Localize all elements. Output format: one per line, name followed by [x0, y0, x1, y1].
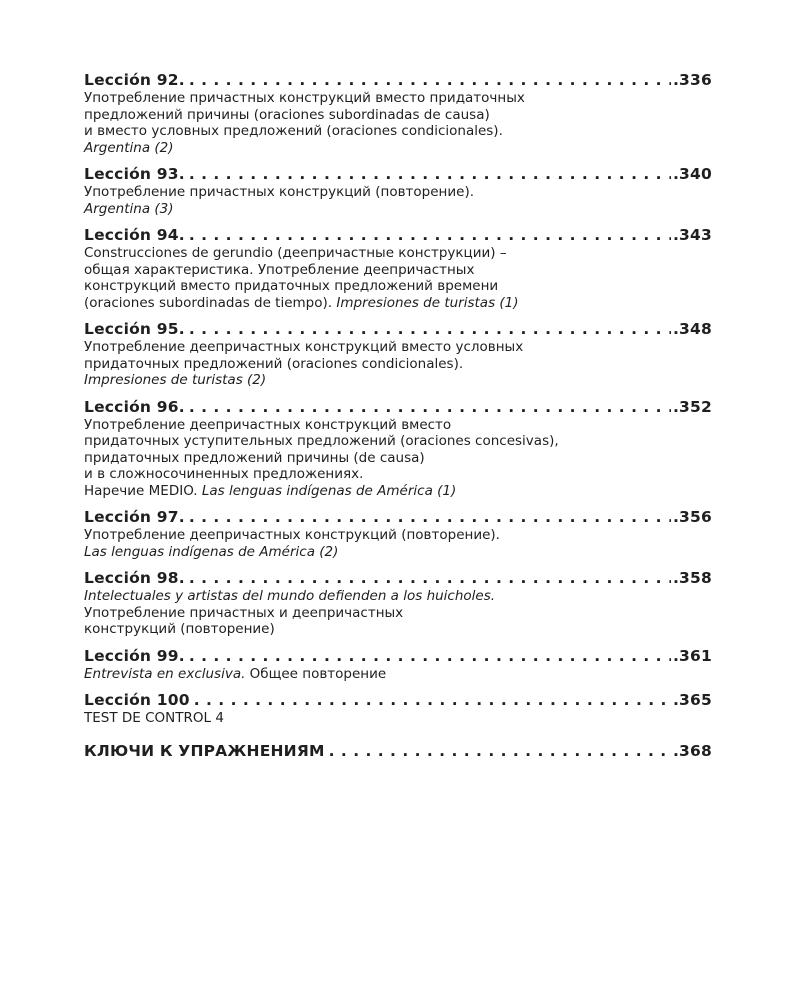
- reading-title: Las lenguas indígenas de América (2): [84, 543, 339, 560]
- lesson-title: Lección 94.: [84, 226, 185, 244]
- description-line: [84, 483, 712, 500]
- lesson-title: Lección 95.: [84, 320, 185, 338]
- lesson-description: [84, 527, 712, 560]
- reading-title: Argentina (2): [84, 139, 174, 156]
- toc-heading: [84, 568, 712, 588]
- description-line: придаточных предложений причины (de causa): [84, 449, 425, 466]
- toc-heading: [84, 646, 712, 666]
- lesson-title: Lección 98.: [84, 569, 185, 587]
- description-line: предложений причины (oraciones subordinadas de causa): [84, 106, 490, 123]
- dot-leader: [189, 319, 671, 339]
- description-text: Наречие MEDIO.: [84, 482, 202, 499]
- reading-title: Impresiones de turistas (2): [84, 372, 267, 388]
- toc-heading: [84, 690, 712, 710]
- page-number: .343: [672, 226, 712, 244]
- description-line: и вместо условных предложений (oraciones condicionales).: [84, 123, 503, 139]
- page-number: .340: [672, 165, 712, 183]
- dot-leader: [189, 568, 671, 588]
- description-line: TEST DE CONTROL 4: [84, 710, 224, 726]
- dot-leader: [194, 690, 671, 710]
- toc-heading: [84, 70, 712, 90]
- description-line: Construcciones de gerundio (деепричастные конструкции) –: [84, 245, 507, 261]
- description-line: Употребление причастных конструкций вместо придаточных: [84, 90, 525, 106]
- description-line: придаточных предложений (oraciones condicionales).: [84, 355, 464, 372]
- toc-heading: [84, 741, 712, 761]
- description-line: конструкций (повторение): [84, 621, 275, 637]
- page-number: .361: [672, 646, 712, 665]
- lesson-description: [84, 245, 712, 311]
- page-number: .365: [672, 691, 712, 709]
- reading-title: Impresiones de turistas (1): [336, 294, 519, 311]
- toc-heading: [84, 507, 712, 527]
- reading-title: Entrevista en exclusiva.: [84, 665, 246, 682]
- dot-leader: [189, 225, 671, 245]
- description-line: Употребление причастных конструкций (повторение).: [84, 184, 475, 200]
- toc-entry-lesson-92: [84, 70, 712, 156]
- reading-title: Las lenguas indígenas de América (1): [201, 482, 457, 499]
- toc-entry-lesson-97: [84, 507, 712, 560]
- description-line: и в сложносочиненных предложениях.: [84, 466, 364, 482]
- lesson-title: Lección 93.: [84, 165, 185, 183]
- toc-entry-lesson-96: [84, 397, 712, 500]
- toc-heading: [84, 164, 712, 184]
- page-number: .358: [672, 569, 712, 587]
- description-line: Употребление деепричастных конструкций вместо условных: [84, 339, 524, 355]
- description-line: Употребление причастных и деепричастных: [84, 604, 404, 621]
- dot-leader: [189, 397, 671, 417]
- dot-leader: [189, 164, 671, 184]
- description-line: [84, 666, 712, 683]
- lesson-title: Lección 96.: [84, 397, 185, 416]
- description-line: конструкций вместо придаточных предложений времени: [84, 278, 499, 294]
- toc-entry-lesson-93: [84, 164, 712, 217]
- toc-heading: [84, 319, 712, 339]
- description-text: Общее повторение: [245, 665, 387, 682]
- table-of-contents: [84, 70, 712, 769]
- lesson-description: [84, 666, 712, 683]
- page-number: .348: [672, 320, 712, 338]
- lesson-description: [84, 710, 712, 727]
- lesson-description: [84, 184, 712, 217]
- toc-entry-answer-keys: [84, 741, 712, 761]
- description-line: придаточных уступительных предложений (oraciones concesivas),: [84, 433, 559, 449]
- toc-entry-lesson-95: [84, 319, 712, 389]
- lesson-title: Lección 99.: [84, 646, 185, 665]
- section-title: КЛЮЧИ К УПРАЖНЕНИЯМ: [84, 741, 325, 760]
- page-number: .352: [672, 397, 712, 416]
- page-number: .368: [672, 741, 712, 760]
- description-line: Употребление деепричастных конструкций вместо: [84, 416, 452, 433]
- dot-leader: [189, 507, 671, 527]
- lesson-description: [84, 90, 712, 156]
- lesson-description: [84, 417, 712, 500]
- reading-title: Intelectuales y artistas del mundo defienden a los huicholes.: [84, 588, 496, 604]
- toc-heading: [84, 225, 712, 245]
- description-line: общая характеристика. Употребление деепричастных: [84, 261, 475, 278]
- dot-leader: [329, 741, 671, 761]
- description-line: Употребление деепричастных конструкций (повторение).: [84, 527, 500, 543]
- toc-entry-lesson-99: [84, 646, 712, 683]
- lesson-description: [84, 588, 712, 638]
- toc-entry-lesson-94: [84, 225, 712, 311]
- toc-heading: [84, 397, 712, 417]
- dot-leader: [189, 70, 671, 90]
- dot-leader: [189, 646, 671, 666]
- page-number: .356: [672, 508, 712, 526]
- lesson-title: Lección 100: [84, 691, 190, 709]
- page-number: .336: [672, 71, 712, 89]
- lesson-title: Lección 97.: [84, 508, 185, 526]
- description-text: (oraciones subordinadas de tiempo).: [84, 294, 337, 311]
- description-line: [84, 295, 712, 312]
- toc-entry-lesson-98: [84, 568, 712, 638]
- toc-entry-lesson-100: [84, 690, 712, 727]
- reading-title: Argentina (3): [84, 200, 174, 217]
- lesson-description: [84, 339, 712, 389]
- lesson-title: Lección 92.: [84, 71, 185, 89]
